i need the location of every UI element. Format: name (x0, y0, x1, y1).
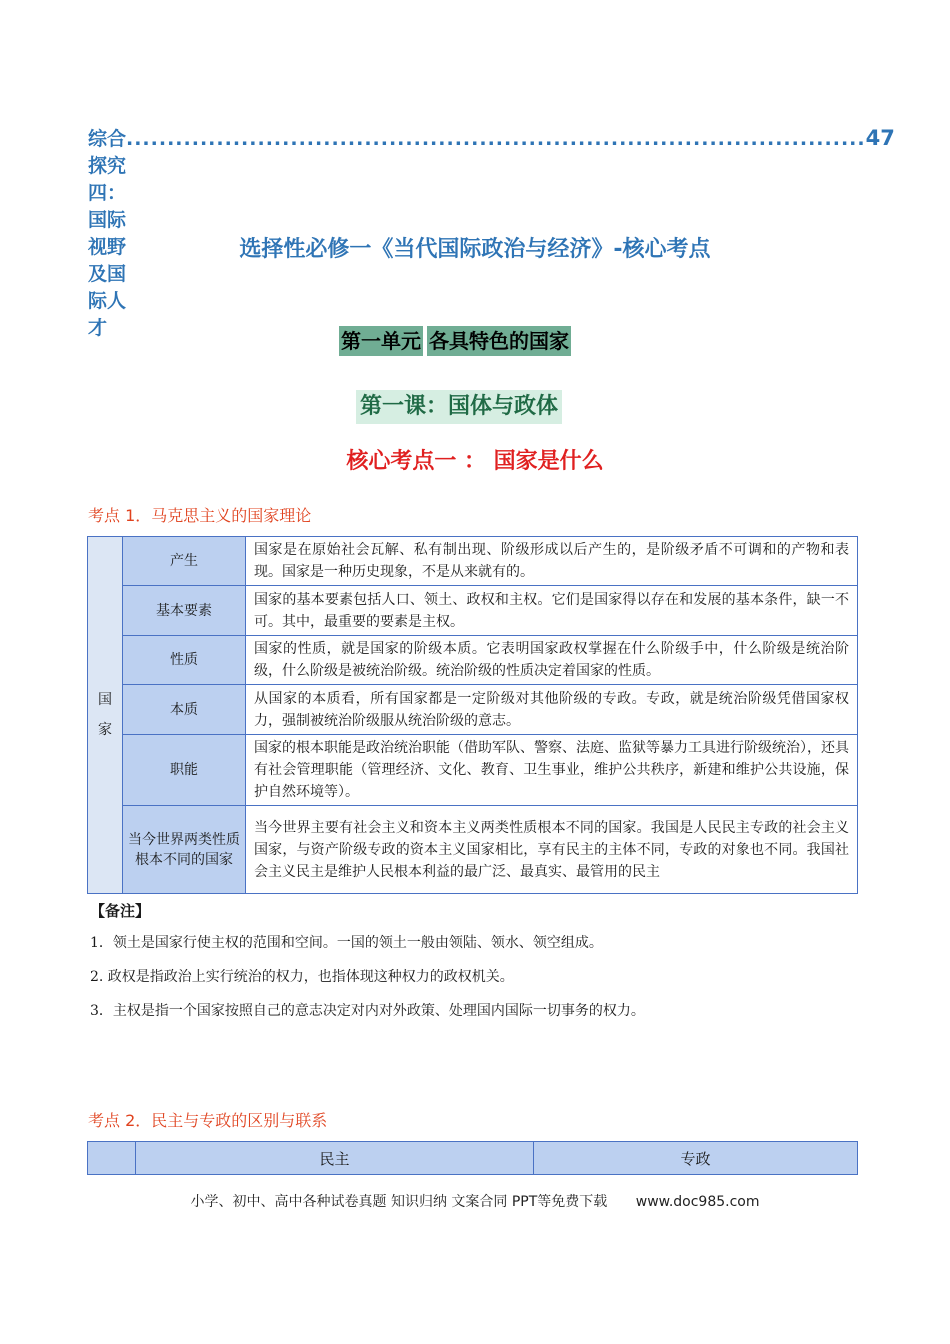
table-row (88, 537, 858, 586)
unit-number: 第一单元 (339, 326, 423, 356)
table-row (88, 636, 858, 685)
kp1-heading: 考点 1．马克思主义的国家理论 (88, 506, 312, 525)
toc-page-number: 47 (865, 126, 895, 150)
toc-entry-title: 综合探究四：国际视野及国际人才 (88, 128, 127, 339)
table-row (88, 586, 858, 636)
kp2-table (87, 1141, 858, 1175)
table-row (88, 735, 858, 806)
footer-text: 小学、初中、高中各种试卷真题 知识归纳 文案合同 PPT等免费下载 (190, 1194, 608, 1210)
note-item: 2. 政权是指政治上实行统治的权力，也指体现这种权力的政权机关。 (90, 969, 514, 985)
header-blank-cell (88, 1142, 136, 1175)
unit-name: 各具特色的国家 (427, 326, 571, 356)
table-row (88, 806, 858, 894)
core-point-title: 核心考点一 ： 国家是什么 (346, 449, 604, 474)
row-content: 国家是在原始社会瓦解、私有制出现、阶级形成以后产生的，是阶级矛盾不可调和的产物和表现。国家是一种历史现象，不是从来就有的。 (246, 537, 858, 586)
kp1-table (87, 536, 858, 894)
note-item: 3．主权是指一个国家按照自己的意志决定对内对外政策、处理国内国际一切事务的权力。 (90, 1003, 645, 1019)
kp2-heading: 考点 2．民主与专政的区别与联系 (88, 1111, 328, 1130)
row-label: 本质 (123, 685, 246, 735)
row-content: 国家的基本要素包括人口、领土、政权和主权。它们是国家得以存在和发展的基本条件，缺一不可。其中，最重要的要素是主权。 (246, 586, 858, 636)
row-content: 国家的根本职能是政治统治职能（借助军队、警察、法庭、监狱等暴力工具进行阶级统治），还具有社会管理职能（管理经济、文化、教育、卫生事业，维护公共秩序，新建和维护公共设施，保护自然环境等）。 (246, 735, 858, 806)
header-democracy: 民主 (136, 1142, 534, 1175)
side-label-text: 国家 (98, 692, 112, 738)
unit-title (339, 326, 571, 356)
lesson-title: 第一课：国体与政体 (356, 390, 562, 424)
main-title: 选择性必修一《当代国际政治与经济》-核心考点 (239, 237, 711, 262)
footer-site-link[interactable]: www.doc985.com (635, 1194, 760, 1210)
side-label-guojia (88, 537, 123, 894)
row-content: 从国家的本质看，所有国家都是一定阶级对其他阶级的专政。专政，就是统治阶级凭借国家权力，强制被统治阶级服从统治阶级的意志。 (246, 685, 858, 735)
row-label: 职能 (123, 735, 246, 806)
toc-leader: .......................................................................................... (126, 128, 866, 150)
notes-heading: 【备注】 (90, 902, 151, 920)
row-label: 基本要素 (123, 586, 246, 636)
row-label: 当今世界两类性质根本不同的国家 (123, 806, 246, 894)
table-row (88, 685, 858, 735)
header-dictatorship: 专政 (534, 1142, 858, 1175)
row-content: 当今世界主要有社会主义和资本主义两类性质根本不同的国家。我国是人民民主专政的社会主义国家，与资产阶级专政的资本主义国家相比，享有民主的主体不同，专政的对象也不同。我国社会主义民主是维护人民根本利益的最广泛、最真实、最管用的民主 (246, 806, 858, 894)
row-label: 性质 (123, 636, 246, 685)
table-header-row (88, 1142, 858, 1175)
footer (0, 1191, 950, 1211)
note-item: 1．领土是国家行使主权的范围和空间。一国的领土一般由领陆、领水、领空组成。 (90, 935, 603, 951)
row-label: 产生 (123, 537, 246, 586)
row-content: 国家的性质，就是国家的阶级本质。它表明国家政权掌握在什么阶级手中，什么阶级是统治阶级，什么阶级是被统治阶级。统治阶级的性质决定着国家的性质。 (246, 636, 858, 685)
